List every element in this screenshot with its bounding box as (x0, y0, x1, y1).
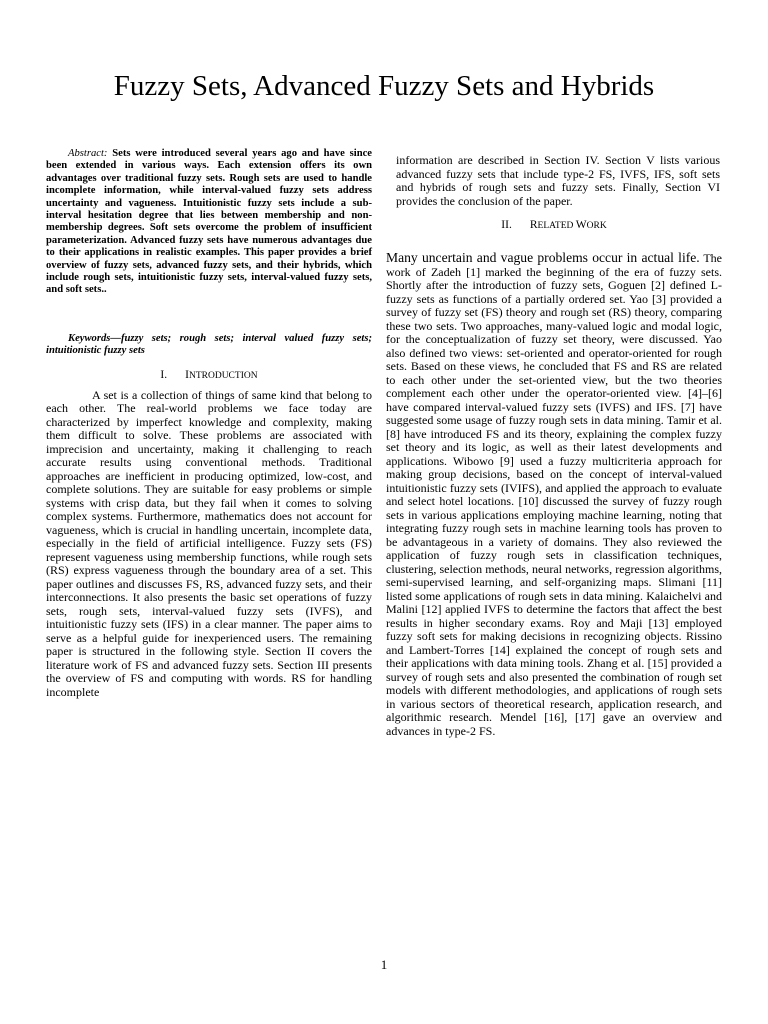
related-work-lead: Many uncertain and vague problems occur in actual life. (386, 250, 700, 265)
abstract-text: Sets were introduced several years ago and have since been extended in various ways. Each extension offers its own advantages over traditional fuzzy sets. Rough sets are used to handle incomplete information, while interval-valued fuzzy sets address uncertainty and vagueness. Intuitionistic fuzzy sets include a sub-interval hesitation degree that lies between membership and non-membership degrees. Soft sets overcome the problem of insufficient parameterization. Advanced fuzzy sets have numerous advantages due to their applications in realistic examples. This paper provides a brief overview of fuzzy sets, advanced fuzzy sets, and their hybrids, which include rough sets, intuitionistic fuzzy sets, interval-valued fuzzy sets, and soft sets.. (46, 148, 372, 296)
introduction-text: A set is a collection of things of same kind that belong to each other. The real-world problems we face today are characterized by imperfect knowledge and complexity, making them difficult to solve. These problems are associated with imprecision and uncertainty, making it challenging to reach accurate results using conventional methods. Traditional approaches are inefficient in producing optimized, low-cost, and complete solutions. They are suitable for easy problems or simple systems with crisp data, but they fail when it comes to solving complex systems. Furthermore, mathematics does not account for vagueness, which is crucial in handling uncertain, incomplete data, especially in the field of artificial intelligence. Fuzzy sets (FS) represent vagueness using membership functions, while rough sets (RS) express vagueness through the boundary area of a set. This paper outlines and discusses FS, RS, advanced fuzzy sets, and their interconnections. It also presents the basic set operations of fuzzy sets, rough sets, interval-valued fuzzy sets (IVFS), and intuitionistic fuzzy sets (IFS) in a clear manner. The paper aims to serve as a helpful guide for inexperienced users. The remaining paper is structured in the following style. Section II covers the literature work of FS and advanced fuzzy sets. Section III presents the overview of FS and computing with words. RS for handling incomplete (46, 387, 372, 699)
section-title-initial: I (185, 368, 189, 381)
section-heading-related-work (386, 218, 722, 233)
keywords: Keywords—fuzzy sets; rough sets; interval valued fuzzy sets; intuitionistic fuzzy sets (46, 332, 372, 357)
section-title-rest: NTRODUCTION (188, 370, 258, 381)
section-title-initial: W (575, 219, 587, 231)
section-number: II. (501, 219, 512, 231)
page-number: 1 (380, 957, 388, 972)
related-work-body: The work of Zadeh [1] marked the beginning of the era of fuzzy sets. Shortly after the introduction of fuzzy sets, Goguen [2] defined L-fuzzy sets as functions of a partially ordered set. Yao [3] provided a survey of fuzzy set (FS) theory and rough set (RS) theory, comparing these two sets. Two approaches, many-valued logic and modal logic, for the conceptualization of fuzzy set theory, were discussed. Yao also defined two views: set-oriented and operator-oriented for rough sets. Based on these views, he concluded that FS and RS are related to each other under the set-oriented view, but the two theories complement each other under the operator-oriented view. [4]–[6] have compared interval-valued fuzzy sets (IVFS) and IFS. [7] have suggested some usage of fuzzy rough sets in data mining. Tamir et al. [8] have introduced FS and its theory, explaining the complex fuzzy set theory and its logic, as well as their latest developments and applications. Wibowo [9] used a fuzzy multicriteria approach for making group decisions, based on the concept of interval-valued intuitionistic fuzzy sets (IVIFS), and applied the approach to evaluate and select hotel locations. [10] discussed the survey of fuzzy rough sets in various applications employing machine learning, noting that integrating fuzzy rough sets in machine learning tools has proven to be advantageous in a variety of domains. They also reviewed the application of fuzzy rough sets in classification techniques, clustering, selection methods, neural networks, regression algorithms, semi-supervised learning, and self-organizing maps. Slimani [11] listed some applications of rough sets in data mining. Kalaichelvi and Malini [12] applied IVFS to determine the factors that affect the best results in higher secondary exams. Roy and Maji [13] employed fuzzy soft sets for making decisions in recognizing objects. Rissino and Lambert-Torres [14] explained the concept of rough sets and their applications with data mining tools. Zhang et al. [15] provided a survey of rough sets and also presented the combination of rough set models with different methodologies, and applications of rough sets in various sectors of theoretical research, application research, and algorithmic research. Mendel [16], [17] gave an overview and advances in type-2 FS. (386, 251, 722, 738)
section-heading-introduction (46, 368, 372, 383)
section-title-initial: R (529, 219, 538, 231)
introduction-continued: information are described in Section IV. Section V lists various advanced fuzzy sets that include type-2 FS, IVFS, IFS, soft sets and hybrids of rough sets and fuzzy sets. Finally, Section VI provides the conclusion of the paper. (396, 153, 720, 208)
section-title-rest: ORK (586, 221, 607, 231)
right-column (386, 154, 722, 738)
related-work-text (386, 251, 722, 738)
abstract (46, 148, 372, 297)
paper-title: Fuzzy Sets, Advanced Fuzzy Sets and Hybrids (113, 70, 655, 102)
section-number: I. (160, 368, 168, 381)
section-title-rest: ELATED (537, 221, 576, 231)
left-column (46, 148, 372, 699)
abstract-label: Abstract: (68, 148, 108, 159)
